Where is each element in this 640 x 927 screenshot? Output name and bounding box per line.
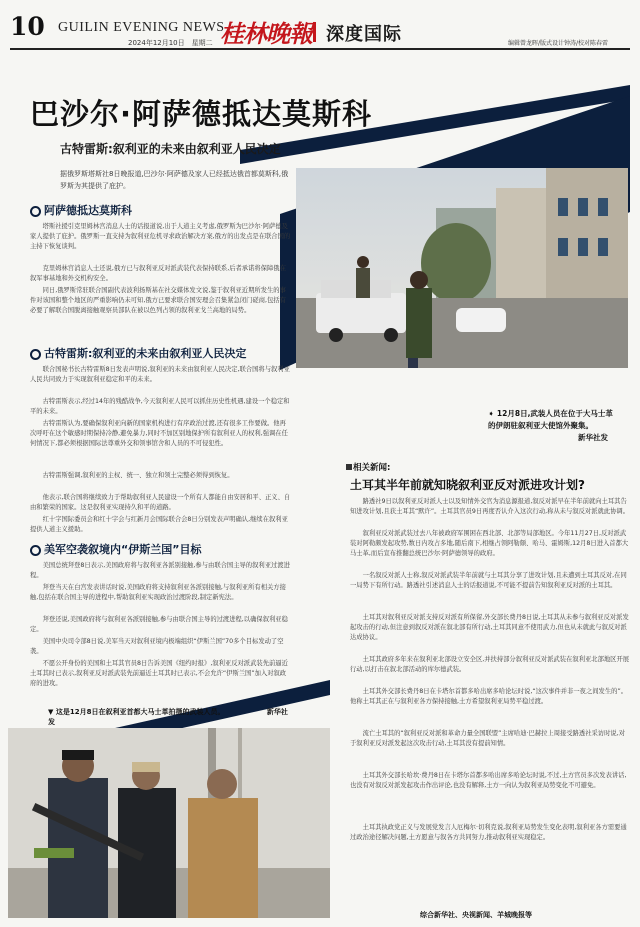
headline: 巴沙尔·阿萨德抵达莫斯科: [30, 97, 373, 131]
paragraph: 美国总统拜登8日表示,美国政府将与叙利亚各派别接触,参与由联合国主导的叙利亚过渡进程。: [30, 562, 290, 580]
section-heading: 阿萨德抵达莫斯科: [30, 202, 292, 218]
related-news-title: 土耳其半年前就知晓叙利亚反对派进攻计划?: [350, 478, 585, 492]
subheadline: 古特雷斯:叙利亚的未来由叙利亚人民决定: [60, 142, 281, 156]
section-heading: 古特雷斯:叙利亚的未来由叙利亚人民决定: [30, 345, 292, 361]
photo-embassy-image: [296, 168, 628, 368]
caption-arrow-icon: ➧: [488, 409, 495, 418]
related-news-body: [350, 497, 630, 865]
paragraph: 流亡土耳其的“叙利亚反对派和革命力量全国联盟”主席哈迪·巴赫拉上周接受路透社采访时说,对于叙利亚反对派发起这次攻击行动,土耳其没有提前知情。: [350, 730, 625, 748]
section-guterres: [30, 345, 292, 537]
related-square-icon: [346, 464, 352, 470]
paragraph: 联合国秘书长古特雷斯8日发表声明说,叙利亚的未来由叙利亚人民决定,联合国将与叙利亚人民共同致力于实现叙利亚稳定和平的未来。: [30, 366, 290, 384]
paragraph: 红十字国际委员会和红十字会与红新月会国际联合会8日分别发表声明确认,继续在叙利亚提供人道主义援助。: [30, 516, 288, 534]
paragraph: 土耳其执政党正义与发展党发言人厄梅尔·切利克说,叙利亚局势发生变化表明,叙利亚各方需要通过政治途径解决问题,土方愿意与叙各方共同努力,推动叙利亚实现稳定。: [350, 824, 627, 842]
section-us-airstrikes: [30, 541, 292, 691]
paragraph: 土耳其外交部长费丹8日在卡塔尔首都多哈出席多哈论坛时说,“这次事件并非一夜之间发生的”。他称土耳其正在与叙利亚各方保持接触,土方希望叙利亚局势平稳过渡。: [350, 688, 628, 706]
section-heading: 美军空袭叙境内“伊斯兰国”目标: [30, 541, 292, 557]
photo-armed-men: [8, 728, 330, 918]
paragraph: 土耳其外交部长哈坎·费丹8日在卡塔尔首都多哈出席多哈论坛时说,不过,土方官员多次发表讲话,也没有对叙反对派发起攻击作出评论,也没有解释,土方一向认为叙利亚局势变化不可避免。: [350, 772, 627, 790]
paragraph: 拜登还说,美国政府将与叙利亚各派别接触,参与由联合国主导的过渡进程,以确保叙利亚稳定。: [30, 616, 288, 634]
paragraph: 一名叙反对派人士称,叙反对派武装半年前就与土耳其分享了进攻计划,且未遭到土耳其反对,在同一局势下有所行动。路透社引述消息人士的话报道说,不可能不提前告知叙利亚反对派的土耳其。: [350, 572, 627, 590]
paragraph: 古特雷斯强调,叙利亚的主权、统一、独立和领土完整必须得到恢复。: [42, 472, 234, 479]
paragraph: 拜登当天在白宫发表讲话时说,美国政府将支持叙利亚各派别接触,与叙利亚所有相关方接触,包括在联合国主导的进程中,帮助叙利亚实现政治过渡阶段,制定新宪法。: [30, 584, 286, 602]
editor-credits: 编辑曾龙晖/版式设计钟涛/校对陈春雷: [508, 40, 609, 47]
paper-name-english: GUILIN EVENING NEWS: [58, 20, 225, 35]
photo1-caption: ➧ 12月8日,武装人员在位于大马士革的伊朗驻叙利亚大使馆外聚集。 新华社发: [488, 408, 618, 444]
paragraph: 不愿公开身份的美国和土耳其官员8日告诉美国《纽约时报》,叙利亚反对派武装先前逼近土耳其时已表示,叙利亚反对派武装先前逼近土耳其时已表示,不会允许“伊斯兰国”加入对叙政府的进攻。: [30, 660, 288, 688]
paragraph: 美国中央司令部8日说,美军当天对叙利亚境内极端组织“伊斯兰国”70多个目标发动了空袭。: [30, 638, 284, 656]
photo1-credit: 新华社发: [578, 433, 608, 442]
section-asad-arrives: [30, 202, 292, 338]
photo2-caption: ▼ 这是12月8日在叙利亚首都大马士革拍摄的武装人员。 新华社发: [48, 708, 288, 726]
caption-arrow-icon: ▼: [48, 708, 54, 716]
paragraph: 土耳其对叙利亚反对派支持反对派有所保留,外交部长费丹8日说,土耳其从未参与叙利亚反对派发起攻击的行动,但注意到叙反对派在叙北部有所行动,土耳其同意不使用武力,但也从未就此与叙反对派达成协议。: [350, 614, 629, 642]
paragraph: 同日,俄罗斯常驻联合国副代表波利扬斯基在社交媒体发文说,鉴于叙利亚近期所发生的事件对该国和整个地区的严重影响仍未可知,俄方已要求联合国安理会召集紧急闭门磋商,包括有必要了解联合国脱离接触观察员部队在被以色列占领的叙利亚戈兰高地的局势。: [30, 287, 286, 315]
issue-date: 2024年12月10日 星期二: [128, 39, 213, 47]
paragraph: 克里姆林宫消息人士还说,俄方已与叙利亚反对派武装代表保持联系,后者承诺将保障俄在叙军事基地和外交机构安全。: [30, 265, 286, 283]
paragraph: 叙利亚反对派武装过去八年被政府军围困在西北部、北部等局部地区。今年11月27日,反对派武装对阿勒颇发起攻势,数日内攻占多地,随后南下,相继占领阿勒颇、哈马、霍姆斯,12月8日进入首都大马士革,而后宣布推翻总统巴沙尔·阿萨德领导的政府。: [350, 530, 629, 558]
bullet-circle-icon: [30, 206, 41, 217]
photo2-credit: 新华社发: [48, 708, 288, 726]
section-title: 深度国际: [326, 24, 402, 45]
photo-embassy-gathering: [296, 168, 628, 368]
newspaper-logo: 桂林晚報: [220, 19, 312, 48]
paragraph: 古特雷斯表示,经过14年的残酷战争,今天叙利亚人民可以抓住历史性机遇,建设一个稳定和平的未来。: [30, 398, 290, 416]
page-number: 10: [10, 12, 45, 41]
bullet-circle-icon: [30, 545, 41, 556]
paragraph: 他表示,联合国将继续致力于帮助叙利亚人民建设一个所有人都能自由安居和平、正义、自由和繁荣的国家。这是叙利亚实现持久和平的道路。: [30, 494, 291, 512]
bullet-circle-icon: [30, 349, 41, 360]
paragraph: 古特雷斯认为,要确保叙利亚向新的国家机构进行有序政治过渡,还有很多工作要做。他再次呼吁在这个敏感时期保持冷静,避免暴力,同时不加区别地保护所有叙利亚人的权利,强调在任何情况下,都必须根据国际法尊重外交和领事馆舍和人员的不可侵犯性。: [30, 420, 288, 448]
related-news-tag: 相关新闻:: [353, 463, 391, 473]
photo-armed-men-image: [8, 728, 330, 918]
lead-paragraph: 据俄罗斯塔斯社8日晚报道,巴沙尔·阿萨德及家人已经抵达俄首都莫斯科,俄罗斯为其提供了庇护。: [60, 170, 289, 190]
paragraph: 路透社9日以叙利亚反对派人士以及知情外交官为消息源报道,叙反对派早在半年前就向土耳其告知进攻计划,且获土耳其“默许”。土耳其官员9日再度否认介入这次行动,称从未与叙反对派就此协调。: [350, 498, 630, 516]
paragraph: 塔斯社援引克里姆林宫消息人士的话报道说,出于人道主义考虑,俄罗斯为巴沙尔·阿萨德及家人提供了庇护。俄罗斯一直支持为叙利亚危机寻求政治解决方案,俄方的出发点是在联合国的主持下恢复谈判。: [30, 223, 291, 251]
paragraph: 土耳其政府多年来在叙利亚北部设立安全区,并扶持部分叙利亚反对派武装在叙利亚北部地区开展行动,以打击在叙北部活动的库尔德武装。: [350, 656, 630, 674]
related-news-source: 综合新华社、央视新闻、羊城晚报等: [420, 911, 532, 919]
